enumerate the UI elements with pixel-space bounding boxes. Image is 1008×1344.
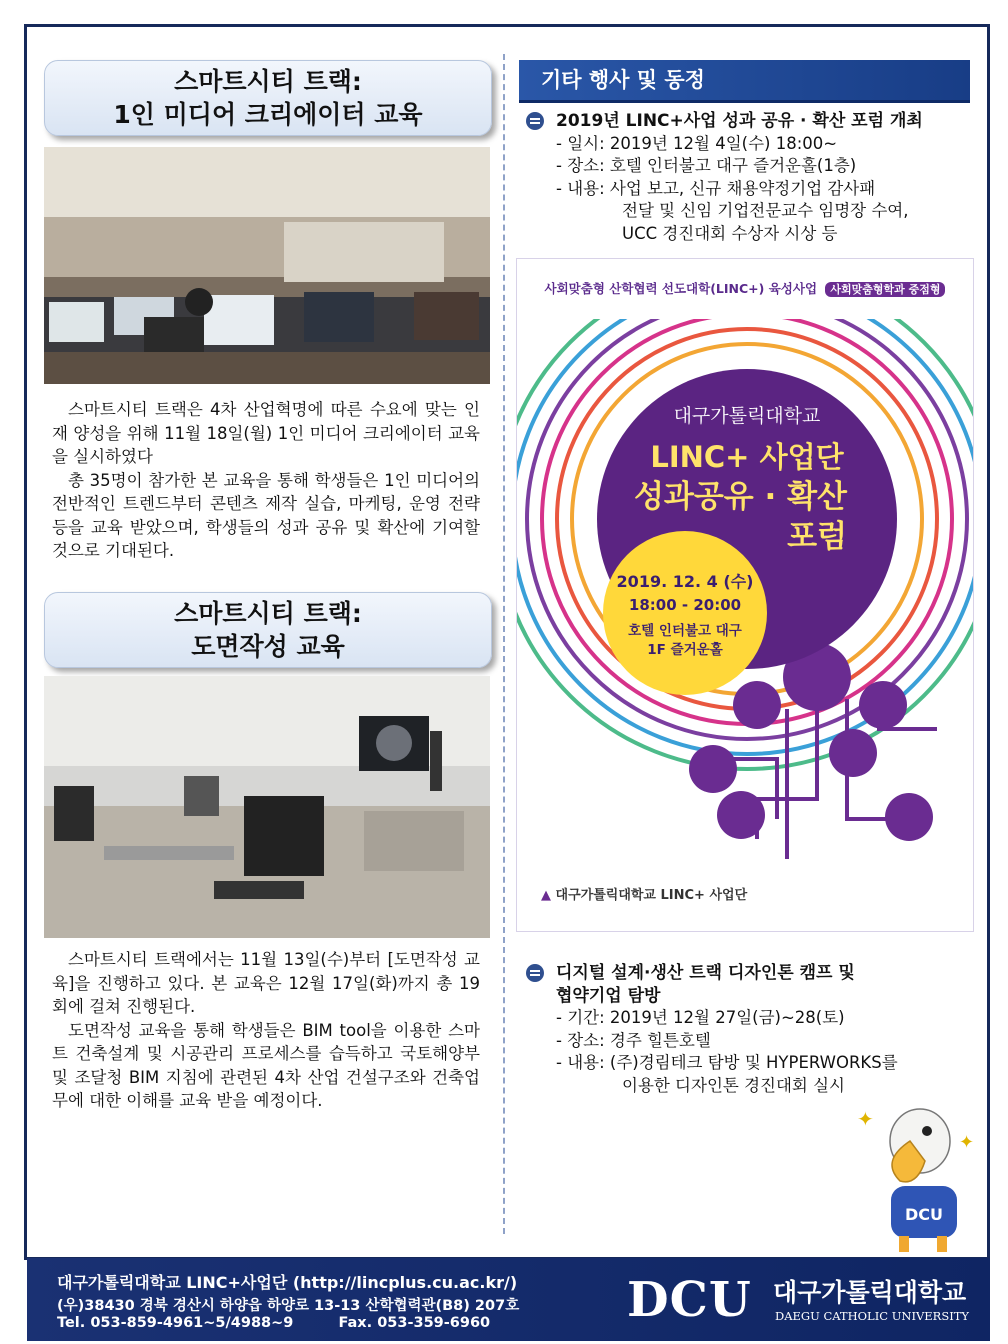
- section2-title-line2: 도면작성 교육: [191, 632, 345, 661]
- section1-title-line1: 스마트시티 트랙:: [174, 67, 362, 96]
- event2-period: - 기간: 2019년 12월 27일(금)~28(토): [556, 1008, 845, 1027]
- svg-text:✦: ✦: [959, 1132, 975, 1153]
- section2-title: [44, 592, 492, 668]
- poster-date-circle: [603, 531, 767, 695]
- event2-title-row: [524, 962, 974, 1007]
- event1-content-cont: 전달 및 신임 기업전문교수 임명장 수여,: [622, 201, 909, 220]
- event2: [524, 962, 974, 1097]
- poster-footer: [541, 884, 747, 903]
- footer-contact: [57, 1315, 530, 1331]
- event1-title-row: [524, 110, 974, 133]
- poster-main-line2: 포럼: [787, 519, 847, 555]
- section1-paragraph1: 스마트시티 트랙은 4차 산업혁명에 따른 수요에 맞는 인재 양성을 위해 11월 18일(월) 1인 미디어 크리에이터 교육을 실시하였다: [52, 400, 480, 466]
- section2-paragraph2: 도면작성 교육을 통해 학생들은 BIM tool을 이용한 스마트 건축설계 및 시공관리 프로세스를 습득하고 국토해양부 및 조달청 BIM 지침에 관련된 4차 산업 건설구조와 건축업무에 대한 이해를 교육 받을 예정이다.: [52, 1020, 480, 1110]
- svg-text:✦: ✦: [857, 1107, 874, 1131]
- dcu-name-korean: 대구가톨릭대학교: [773, 1278, 967, 1307]
- event2-place: - 장소: 경주 힐튼호텔: [556, 1030, 711, 1050]
- poster-time: 18:00 - 20:00: [628, 596, 742, 614]
- section2-paragraph1: 스마트시티 트랙에서는 11월 13일(수)부터 [도면작성 교육]을 진행하고 있다. 본 교육은 12월 17일(화)까지 총 19회에 걸쳐 진행된다.: [52, 950, 480, 1016]
- event1-content-cont2: UCC 경진대회 수상자 시상 등: [622, 223, 838, 243]
- event2-content-cont: 이용한 디자인톤 경진대회 실시: [622, 1075, 845, 1095]
- poster-linc: LINC+ 사업단: [650, 440, 844, 474]
- speech-bubble-icon: [526, 964, 544, 982]
- mascot-pelican-icon: [855, 1086, 985, 1256]
- footer-band: [27, 1258, 990, 1341]
- event2-content: - 내용: (주)경림테크 탐방 및 HYPERWORKS를: [556, 1053, 898, 1072]
- section2-body: [52, 948, 480, 1113]
- mascot-badge: DCU: [904, 1205, 944, 1224]
- classroom-photo-1: [44, 147, 490, 384]
- event2-title-line2: 협약기업 탐방: [556, 985, 661, 1006]
- event2-title-line1: 디지털 설계·생산 트랙 디자인톤 캠프 및: [556, 963, 855, 983]
- dcu-name-english: DAEGU CATHOLIC UNIVERSITY: [775, 1309, 970, 1323]
- events-header: 기타 행사 및 동정: [519, 60, 970, 100]
- poster-venue2: 1F 즐거운홀: [647, 642, 723, 658]
- section1-paragraph2: 총 35명이 참가한 본 교육을 통해 학생들은 1인 미디어의 전반적인 트렌드부터 콘텐츠 제작 실습, 마케팅, 운영 전략 등을 교육 받았으며, 학생들의 성과 공유 및 확산에 기여할 것으로 기대된다.: [52, 470, 480, 560]
- classroom-photo-2: [44, 676, 490, 938]
- poster-program-name: 사회맞춤형 산학협력 선도대학(LINC+) 육성사업: [544, 281, 818, 296]
- event1-title: 2019년 LINC+사업 성과 공유 · 확산 포럼 개최: [556, 111, 923, 131]
- poster-date: 2019. 12. 4 (수): [616, 572, 754, 591]
- footer-fax: Fax. 053-359-6960: [338, 1315, 491, 1331]
- footer-org: 대구가톨릭대학교 LINC+사업단 (http://lincplus.cu.ac.kr/): [57, 1273, 518, 1292]
- forum-poster: [516, 258, 974, 932]
- event1-place: - 장소: 호텔 인터불고 대구 즐거운홀(1층): [556, 156, 857, 175]
- dcu-logo: DCU: [627, 1272, 752, 1328]
- section1-title-line2: 1인 미디어 크리에이터 교육: [113, 100, 423, 129]
- event1: [524, 110, 974, 245]
- speech-bubble-icon: [526, 112, 544, 130]
- poster-logo-icon: ▲: [541, 888, 556, 903]
- poster-tag: 사회맞춤형학과 중점형: [825, 282, 945, 297]
- footer-tel: Tel. 053-859-4961~5/4988~9: [57, 1315, 294, 1331]
- event1-content: - 내용: 사업 보고, 신규 채용약정기업 감사패: [556, 178, 876, 198]
- event1-date: - 일시: 2019년 12월 4일(수) 18:00~: [556, 133, 838, 153]
- poster-venue: [603, 622, 767, 660]
- poster-top-line: [517, 279, 973, 297]
- poster-footer-text: 대구가톨릭대학교 LINC+ 사업단: [555, 888, 748, 903]
- poster-venue1: 호텔 인터불고 대구: [628, 623, 742, 639]
- footer-address: (우)38430 경북 경산시 하양읍 하양로 13-13 산학협력관(B8) 207호: [57, 1298, 520, 1314]
- section1-title: [44, 60, 492, 136]
- section1-body: [52, 398, 480, 563]
- column-divider: [503, 54, 505, 1234]
- poster-school: 대구가톨릭대학교: [673, 405, 821, 427]
- section2-title-line1: 스마트시티 트랙:: [174, 599, 362, 628]
- poster-main-line1: 성과공유 · 확산: [633, 479, 847, 515]
